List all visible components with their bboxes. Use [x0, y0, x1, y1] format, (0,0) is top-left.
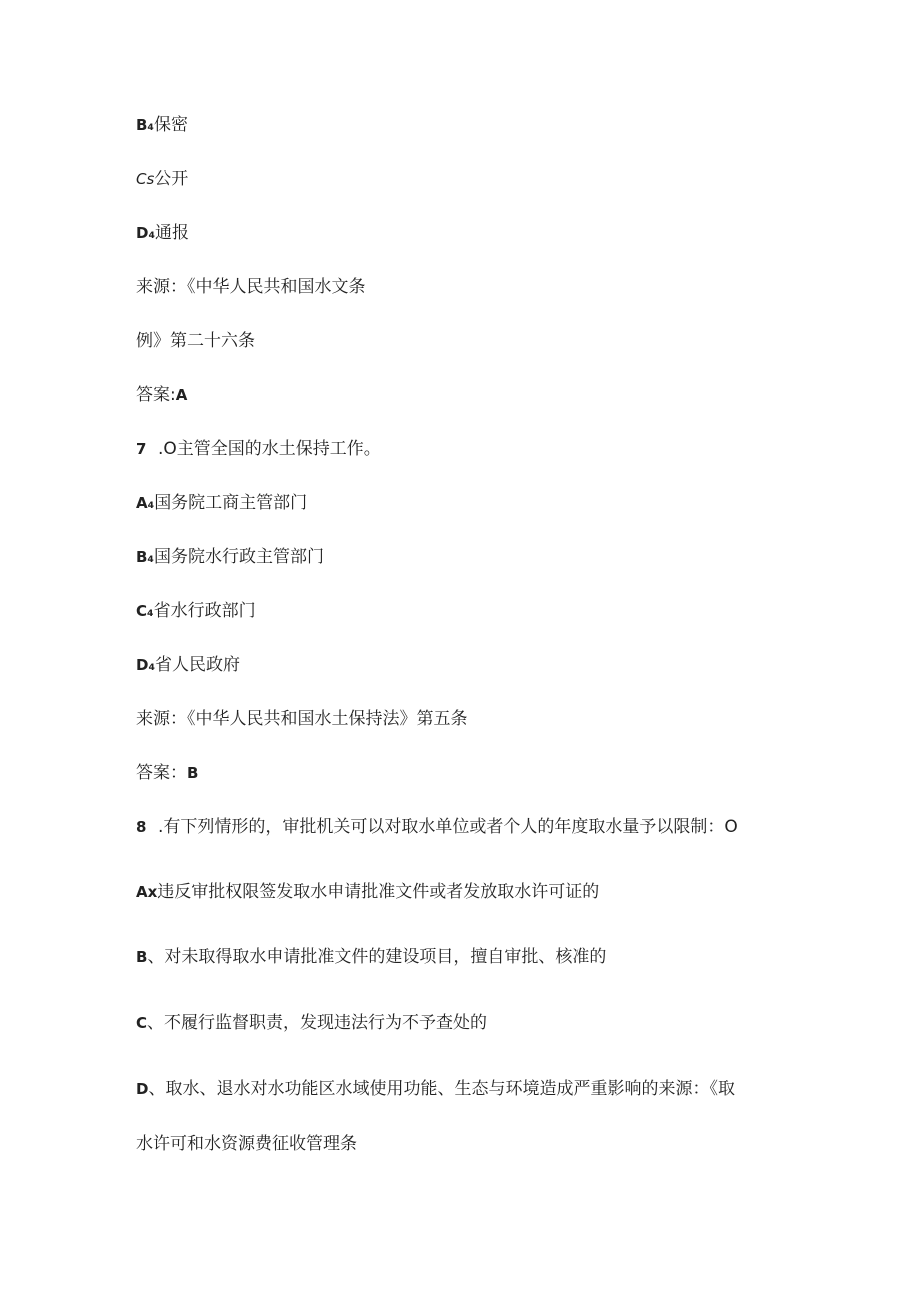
option-b: B₄国务院水行政主管部门	[136, 547, 325, 567]
source-line: 例》第二十六条	[136, 331, 255, 351]
option-b: B₄保密	[136, 115, 189, 135]
option-b: B、对未取得取水申请批准文件的建设项目，擅自审批、核准的	[136, 947, 607, 967]
option-d: D₄省人民政府	[136, 655, 241, 675]
option-a: Ax违反审批权限签发取水申请批准文件或者发放取水许可证的	[136, 882, 600, 902]
option-c: Cs公开	[136, 169, 189, 189]
option-c: C₄省水行政部门	[136, 601, 256, 621]
answer-line: 答案：B	[136, 763, 199, 783]
option-a: A₄国务院工商主管部门	[136, 493, 308, 513]
question-7: 7 .O主管全国的水土保持工作。	[136, 439, 381, 459]
option-d: D、取水、退水对水功能区水域使用功能、生态与环境造成严重影响的来源：《取	[136, 1079, 735, 1099]
source-line: 水许可和水资源费征收管理条	[136, 1134, 357, 1154]
option-d: D₄通报	[136, 223, 190, 243]
source-line: 来源：《中华人民共和国水文条	[136, 277, 366, 297]
source-line: 来源：《中华人民共和国水土保持法》第五条	[136, 709, 468, 729]
option-c: C、不履行监督职责，发现违法行为不予查处的	[136, 1013, 488, 1033]
question-8: 8 .有下列情形的，审批机关可以对取水单位或者个人的年度取水量予以限制：O	[136, 817, 738, 837]
answer-line: 答案:A	[136, 385, 188, 405]
